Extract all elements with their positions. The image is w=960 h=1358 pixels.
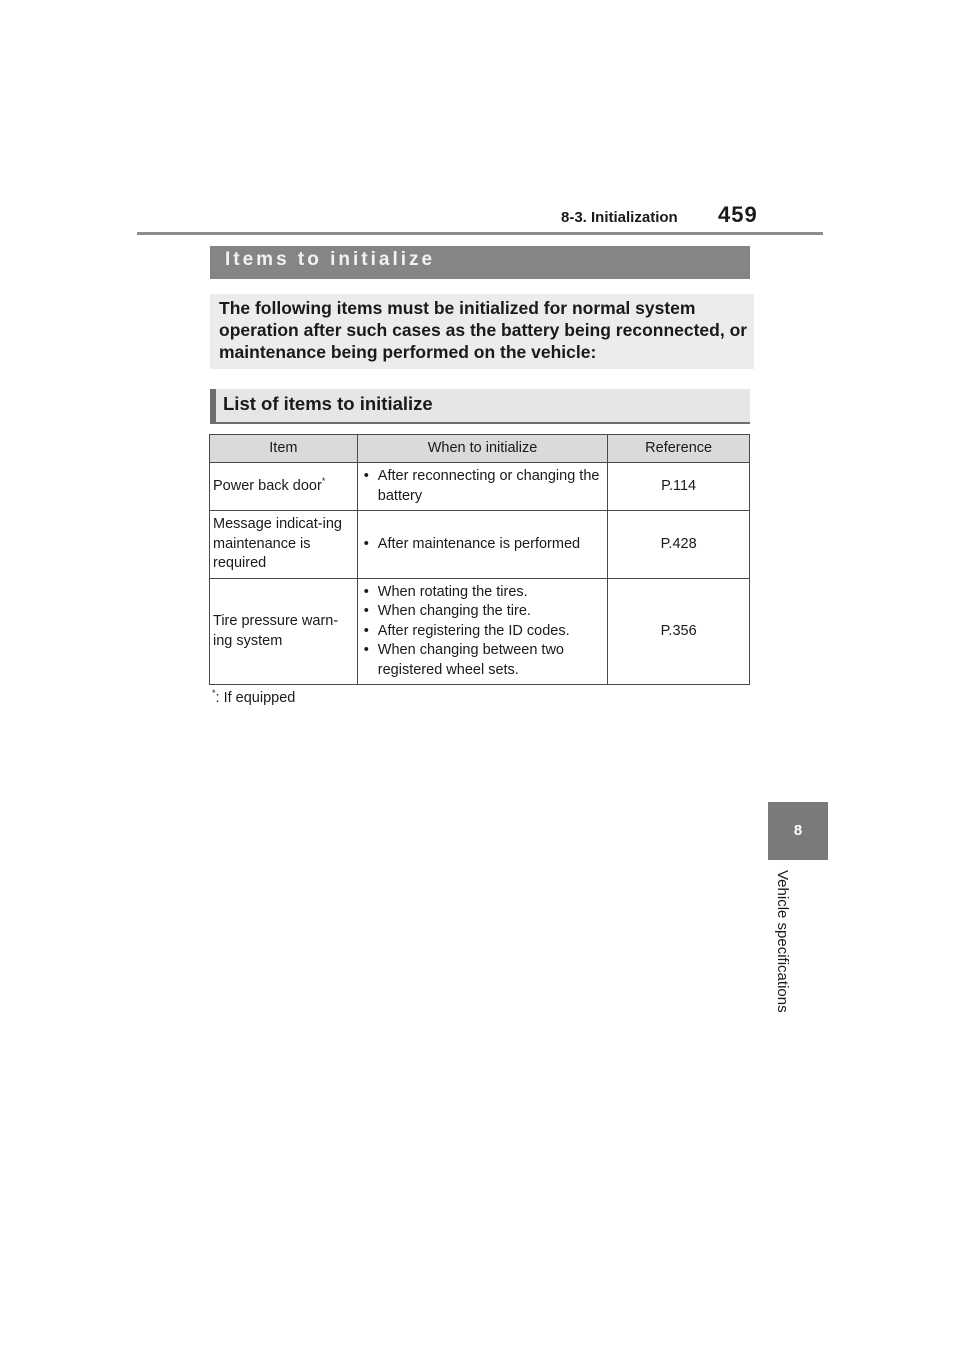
item-name: Tire pressure warn-ing system <box>213 613 339 649</box>
section-heading: Items to initialize <box>225 249 436 270</box>
item-cell <box>210 579 358 685</box>
page-number: 459 <box>718 202 758 227</box>
table-row <box>210 463 750 511</box>
list-item: • When rotating the tires. <box>364 583 604 603</box>
list-item: • When changing the tire. <box>364 602 604 622</box>
when-cell <box>357 511 607 579</box>
table-row <box>210 579 750 685</box>
reference-cell: P.428 <box>608 511 750 579</box>
reference-cell: P.356 <box>608 579 750 685</box>
chapter-label: Vehicle specifications <box>774 870 791 1013</box>
section-title: 8-3. Initialization <box>561 209 678 226</box>
when-cell <box>357 579 607 685</box>
when-cell <box>357 463 607 511</box>
table-header-row <box>210 435 750 463</box>
column-header-reference: Reference <box>608 435 750 463</box>
column-header-when: When to initialize <box>357 435 607 463</box>
subsection-heading: List of items to initialize <box>223 393 433 414</box>
list-item: • When changing between two registered wheel sets. <box>364 641 604 680</box>
intro-text: The following items must be initialized for normal system operation after such cases as the battery being reconnected, or maintenance being performed on the vehicle: <box>219 298 748 362</box>
footnote-marker: * <box>321 475 326 486</box>
item-name: Message indicat-ing maintenance is required <box>213 516 342 572</box>
list-item: • After maintenance is performed <box>364 535 604 555</box>
initialization-table <box>209 434 750 685</box>
header-rule <box>137 232 823 235</box>
reference-cell: P.114 <box>608 463 750 511</box>
footnote-text: : If equipped <box>215 690 296 706</box>
chapter-number: 8 <box>793 822 803 839</box>
footnote <box>212 690 295 706</box>
subsection-accent <box>210 389 216 424</box>
item-cell <box>210 511 358 579</box>
table-row <box>210 511 750 579</box>
footnote-marker: * <box>212 688 216 699</box>
item-cell <box>210 463 358 511</box>
column-header-item: Item <box>210 435 358 463</box>
list-item: • After registering the ID codes. <box>364 622 604 642</box>
item-name: Power back door <box>213 477 322 494</box>
list-item: • After reconnecting or changing the battery <box>364 467 604 506</box>
